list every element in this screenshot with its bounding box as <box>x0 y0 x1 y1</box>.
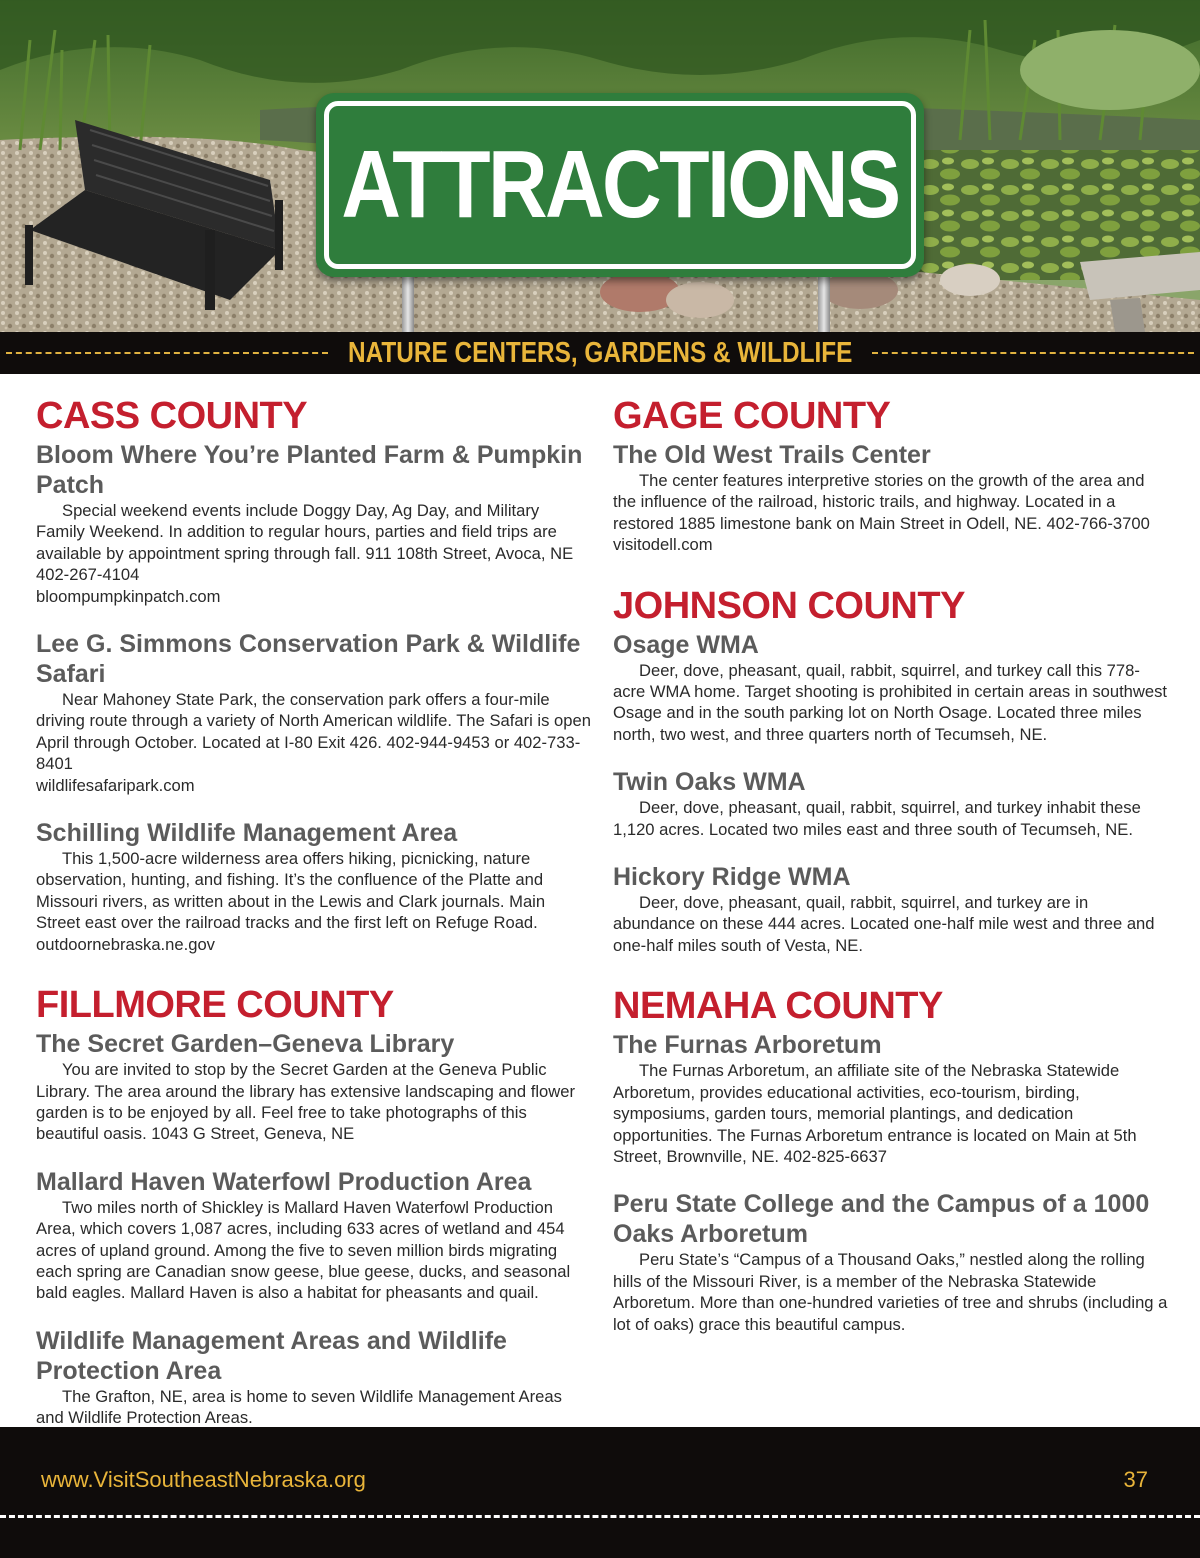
attraction-name: The Furnas Arboretum <box>613 1031 882 1060</box>
county-section <box>613 582 1169 957</box>
attraction-name: Peru State College and the Campus of a 1000 Oaks Arboretum <box>613 1190 1150 1249</box>
attraction-entry <box>613 1189 1169 1335</box>
attraction-entry <box>613 1030 1169 1167</box>
county-section <box>613 392 1169 556</box>
attraction-entry <box>36 1029 592 1145</box>
attraction-name: Lee G. Simmons Conservation Park & Wildlife Safari <box>36 630 581 689</box>
attractions-sign <box>316 93 924 277</box>
county-heading: CASS COUNTY <box>36 395 308 437</box>
attraction-name: Hickory Ridge WMA <box>613 863 851 892</box>
section-band <box>0 332 1200 374</box>
attraction-entry <box>36 1167 592 1304</box>
band-dash-left <box>6 352 328 354</box>
county-heading: FILLMORE COUNTY <box>36 984 394 1027</box>
attraction-entry <box>36 818 592 955</box>
attraction-entry <box>613 630 1169 746</box>
county-heading: JOHNSON COUNTY <box>613 584 965 627</box>
county-section <box>613 982 1169 1335</box>
left-column <box>36 392 592 1450</box>
attraction-description: Near Mahoney State Park, the conservation park offers a four-mile driving route through a variety of North American wildlife. The Safari is open April through October. Located at I-80 Exit 426. 402-944-9453 or 402-733-8401 <box>36 690 591 774</box>
attraction-website-link[interactable]: wildlifesafaripark.com <box>36 775 195 795</box>
attraction-description: The center features interpretive stories on the growth of the area and the influence of the railroad, historic trails, and highway. Located in a restored 1885 limestone bank on Main Street in Odell, NE. 402-766-3700 <box>613 471 1150 533</box>
attraction-name: The Secret Garden–Geneva Library <box>36 1030 455 1059</box>
page-number: 37 <box>1123 1467 1148 1492</box>
attraction-description: Two miles north of Shickley is Mallard Haven Waterfowl Production Area, which covers 1,087 acres, including 633 acres of wetland and 454 acres of upland ground. Among the five to seven million birds migrating each spring are Canadian snow geese, blue geese, ducks, and seasonal bald eagles. Mallard Haven is also a habitat for pheasants and quail. <box>36 1197 571 1303</box>
attraction-description: You are invited to stop by the Secret Garden at the Geneva Public Library. The area around the library has extensive landscaping and flower garden is to be enjoyed by all. Feel free to take photographs of this beautiful oasis. 1043 G Street, Geneva, NE <box>36 1060 575 1144</box>
attraction-name: Twin Oaks WMA <box>613 768 806 797</box>
attraction-name: Bloom Where You’re Planted Farm & Pumpkin Patch <box>36 441 583 499</box>
attraction-name: Schilling Wildlife Management Area <box>36 819 458 848</box>
attraction-description: This 1,500-acre wilderness area offers hiking, picnicking, nature observation, hunting, and fishing. It’s the confluence of the Platte and Missouri rivers, as written about in the Lewis and Clark journals. Main Street east over the railroad tracks and the first left on Refuge Road. outdoornebraska.ne.gov <box>36 849 546 954</box>
attraction-entry <box>36 440 592 607</box>
footer-website-link[interactable]: www.VisitSoutheastNebraska.org <box>41 1467 366 1492</box>
attraction-description: Deer, dove, pheasant, quail, rabbit, squirrel, and turkey inhabit these 1,120 acres. Located two miles east and three south of Tecumseh, NE. <box>613 798 1141 839</box>
section-title: NATURE CENTERS, GARDENS & WILDLIFE <box>347 336 853 369</box>
sign-post-right <box>818 277 830 332</box>
attraction-description: The Furnas Arboretum, an affiliate site of the Nebraska Statewide Arboretum, provides educational activities, eco-tourism, birding, symposiums, garden tours, memorial plantings, and dedication opportunities. The Furnas Arboretum entrance is located on Main at 5th Street, Brownville, NE. 402-825-6637 <box>613 1061 1137 1166</box>
attraction-website-link[interactable]: bloompumpkinpatch.com <box>36 586 221 606</box>
attraction-description: Peru State’s “Campus of a Thousand Oaks,” nestled along the rolling hills of the Missouri River, is a member of the Nebraska Statewide Arboretum. More than one-hundred varieties of tree and shrubs (including a lot of oaks) grace this beautiful campus. <box>613 1250 1168 1334</box>
county-section <box>36 981 592 1450</box>
header-photo <box>0 0 1200 332</box>
attraction-name: The Old West Trails Center <box>613 441 931 469</box>
attraction-entry <box>613 767 1169 840</box>
attraction-website-link[interactable]: visitodell.com <box>613 535 713 555</box>
attraction-name: Mallard Haven Waterfowl Production Area <box>36 1167 532 1196</box>
county-section <box>36 392 592 955</box>
sign-title: ATTRACTIONS <box>341 131 899 238</box>
sign-border <box>324 101 916 269</box>
county-heading: GAGE COUNTY <box>613 395 891 437</box>
attraction-entry <box>36 629 592 796</box>
footer <box>0 1427 1200 1558</box>
attraction-description: The Grafton, NE, area is home to seven Wildlife Management Areas and Wildlife Protection Areas. <box>36 1386 562 1428</box>
attraction-description: Special weekend events include Doggy Day, Ag Day, and Military Family Weekend. In addition to regular hours, parties and field trips are available by appointment spring through fall. 911 108th Street, Avoca, NE 402-267-4104 <box>36 501 574 585</box>
sign-post-left <box>402 277 414 332</box>
attraction-description: Deer, dove, pheasant, quail, rabbit, squirrel, and turkey are in abundance on these 444 acres. Located one-half mile west and three and one-half miles south of Vesta, NE. <box>613 893 1155 955</box>
attraction-name: Osage WMA <box>613 630 759 659</box>
attraction-entry <box>613 440 1169 556</box>
attraction-description: Deer, dove, pheasant, quail, rabbit, squirrel, and turkey call this 778-acre WMA home. Target shooting is prohibited in certain areas in southwest Osage and in the south parking lot on North Osage. Located three miles north, two west, and three quarters north of Tecumseh, NE. <box>613 660 1168 744</box>
attraction-entry <box>613 862 1169 956</box>
right-column <box>613 392 1169 1335</box>
band-dash-right <box>872 352 1194 354</box>
county-heading: NEMAHA COUNTY <box>613 985 943 1028</box>
footer-dash-line <box>0 1515 1200 1518</box>
attraction-name: Wildlife Management Areas and Wildlife Protection Area <box>36 1326 507 1385</box>
